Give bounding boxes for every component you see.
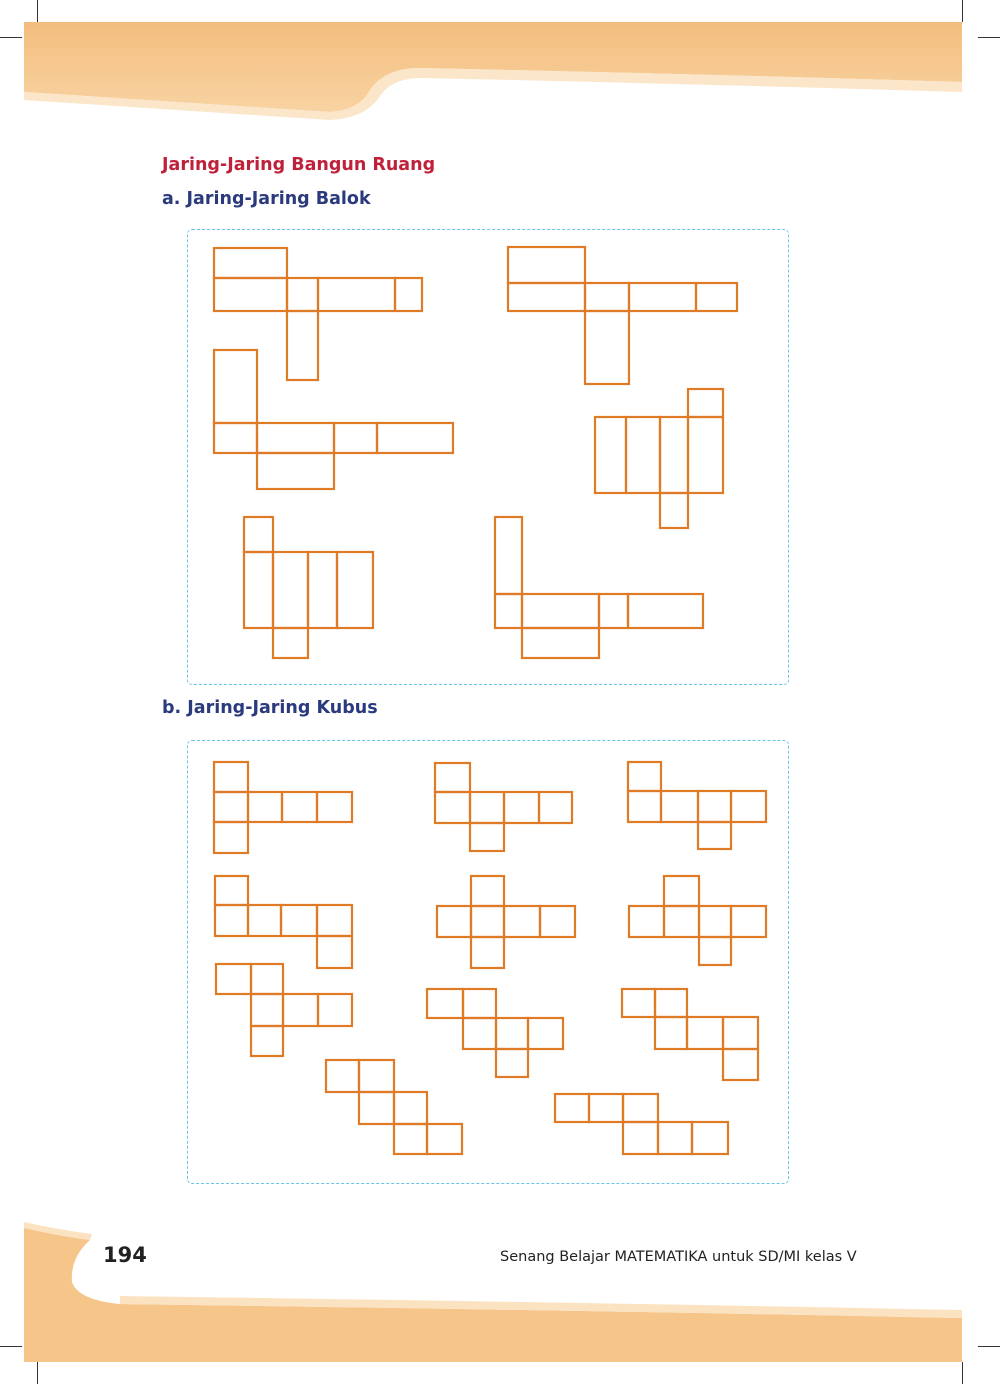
balok-net-3 xyxy=(214,350,453,489)
balok-net-4 xyxy=(595,389,723,528)
balok-net-1 xyxy=(214,248,422,380)
kubus-net-4 xyxy=(215,876,352,968)
kubus-net-7 xyxy=(216,964,352,1056)
kubus-net-3 xyxy=(628,762,766,849)
balok-net-6 xyxy=(495,517,703,658)
balok-net-2 xyxy=(508,247,737,384)
kubus-net-10 xyxy=(326,1060,462,1154)
kubus-net-9 xyxy=(622,989,758,1080)
kubus-net-2 xyxy=(435,763,572,851)
kubus-net-1 xyxy=(214,762,352,853)
balok-net-5 xyxy=(244,517,373,658)
kubus-net-5 xyxy=(437,876,575,968)
kubus-net-6 xyxy=(629,876,766,965)
book-title: Senang Belajar MATEMATIKA untuk SD/MI kelas V xyxy=(500,1249,857,1265)
page-number: 194 xyxy=(103,1243,147,1267)
kubus-net-8 xyxy=(427,989,563,1077)
subsection-title-kubus: b. Jaring-Jaring Kubus xyxy=(162,698,378,718)
section-title: Jaring-Jaring Bangun Ruang xyxy=(162,155,436,175)
kubus-net-11 xyxy=(555,1094,728,1154)
subsection-title-balok: a. Jaring-Jaring Balok xyxy=(162,189,371,209)
